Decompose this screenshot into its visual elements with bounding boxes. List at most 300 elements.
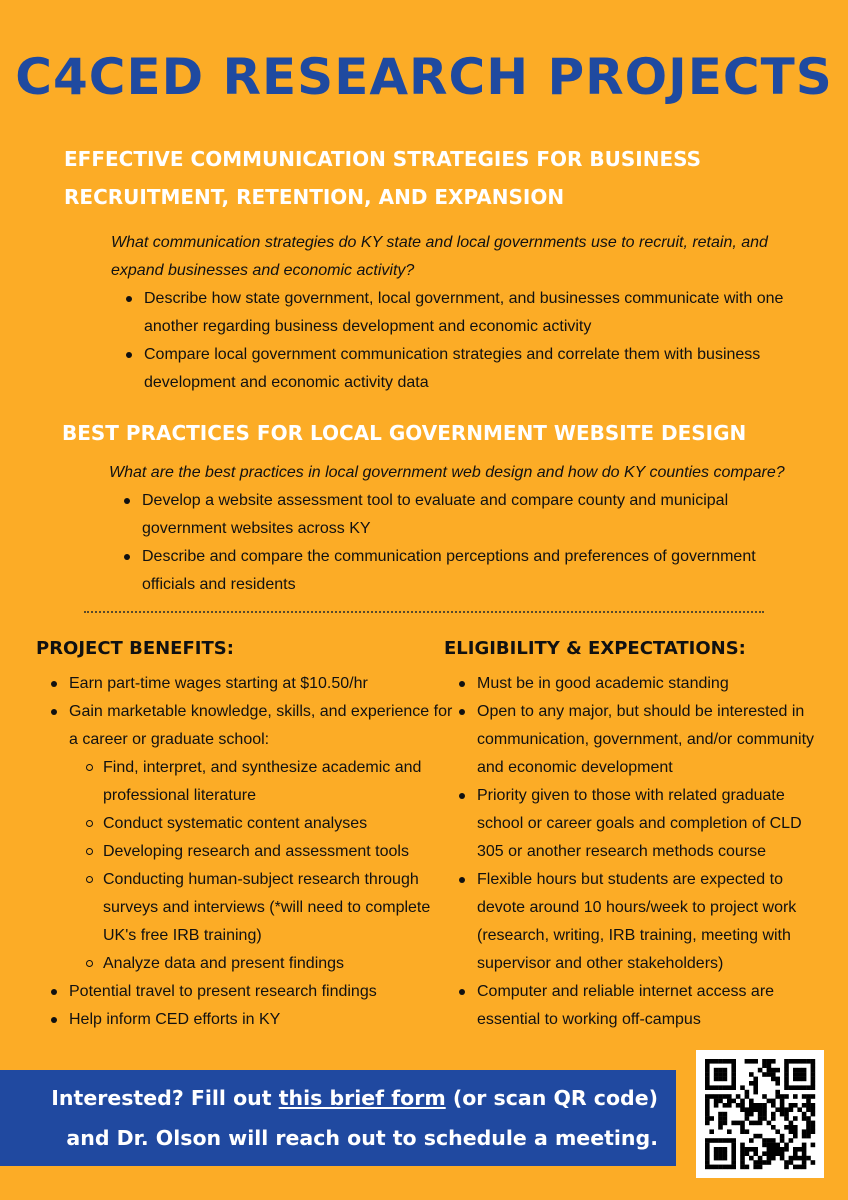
- qr-module: [789, 1121, 794, 1126]
- qr-module: [740, 1125, 745, 1130]
- qr-module: [784, 1116, 789, 1121]
- qr-module: [740, 1156, 745, 1161]
- qr-module: [762, 1143, 767, 1148]
- qr-module: [811, 1112, 816, 1117]
- qr-module: [802, 1077, 807, 1082]
- qr-module: [718, 1112, 723, 1117]
- qr-module: [753, 1085, 758, 1090]
- qr-module: [811, 1125, 816, 1130]
- qr-module: [718, 1116, 723, 1121]
- qr-module: [727, 1059, 732, 1064]
- qr-module: [802, 1129, 807, 1134]
- qr-module: [811, 1059, 816, 1064]
- qr-module: [811, 1160, 816, 1165]
- qr-module: [745, 1116, 750, 1121]
- qr-module: [802, 1151, 807, 1156]
- qr-module: [811, 1068, 816, 1073]
- cta-post: (or scan QR code): [445, 1086, 658, 1110]
- qr-module: [718, 1094, 723, 1099]
- project-1-bullets: [111, 285, 804, 397]
- qr-module: [797, 1068, 802, 1073]
- qr-module: [705, 1156, 710, 1161]
- qr-module: [793, 1059, 798, 1064]
- qr-module: [714, 1094, 719, 1099]
- qr-module: [762, 1112, 767, 1117]
- qr-module: [749, 1112, 754, 1117]
- qr-module: [784, 1063, 789, 1068]
- qr-module: [775, 1151, 780, 1156]
- qr-module: [758, 1103, 763, 1108]
- qr-module: [740, 1151, 745, 1156]
- qr-module: [771, 1072, 776, 1077]
- qr-module: [762, 1063, 767, 1068]
- qr-module: [802, 1116, 807, 1121]
- project-1-title: [64, 140, 824, 216]
- qr-module: [802, 1165, 807, 1170]
- qr-module: [723, 1116, 728, 1121]
- qr-module: [723, 1121, 728, 1126]
- qr-module: [767, 1138, 772, 1143]
- cta-line2: and Dr. Olson will reach out to schedule a meeting.: [66, 1126, 658, 1150]
- qr-module: [775, 1090, 780, 1095]
- qr-module: [802, 1112, 807, 1117]
- qr-module: [740, 1143, 745, 1148]
- qr-module: [705, 1085, 710, 1090]
- qr-module: [753, 1081, 758, 1086]
- qr-module: [727, 1085, 732, 1090]
- qr-module: [745, 1151, 750, 1156]
- project-2-question: What are the best practices in local government web design and how do KY counties compare?: [109, 464, 785, 481]
- sub-list-item: Developing research and assessment tools: [103, 838, 459, 866]
- qr-module: [714, 1138, 719, 1143]
- qr-module: [718, 1077, 723, 1082]
- qr-module: [731, 1081, 736, 1086]
- qr-module: [714, 1059, 719, 1064]
- qr-module: [811, 1063, 816, 1068]
- qr-module: [758, 1112, 763, 1117]
- qr-module: [749, 1059, 754, 1064]
- qr-module: [797, 1077, 802, 1082]
- qr-module: [793, 1068, 798, 1073]
- list-item: Describe how state government, local government, and businesses communicate with one another regarding business development and economic activity: [144, 285, 804, 341]
- cta-line1: [51, 1078, 658, 1118]
- qr-module: [762, 1107, 767, 1112]
- list-item: Help inform CED efforts in KY: [69, 1006, 459, 1034]
- cta-banner: [0, 1070, 676, 1166]
- qr-module: [802, 1156, 807, 1161]
- qr-module: [780, 1112, 785, 1117]
- qr-module: [705, 1112, 710, 1117]
- qr-module: [775, 1147, 780, 1152]
- list-item: Compare local government communication strategies and correlate them with business development and economic activity data: [144, 341, 804, 397]
- qr-module: [714, 1103, 719, 1108]
- qr-module: [723, 1138, 728, 1143]
- project-1-question: What communication strategies do KY state and local governments use to recruit, retain, and expand businesses and economic activity?: [111, 234, 768, 279]
- qr-module: [705, 1121, 710, 1126]
- qr-module: [762, 1116, 767, 1121]
- qr-module: [802, 1059, 807, 1064]
- qr-module: [767, 1072, 772, 1077]
- qr-module: [793, 1116, 798, 1121]
- qr-module: [745, 1129, 750, 1134]
- qr-module: [723, 1077, 728, 1082]
- qr-module: [709, 1165, 714, 1170]
- qr-module: [793, 1156, 798, 1161]
- qr-module: [793, 1147, 798, 1152]
- qr-module: [780, 1134, 785, 1139]
- qr-module: [789, 1107, 794, 1112]
- qr-module: [718, 1068, 723, 1073]
- qr-module: [705, 1147, 710, 1152]
- qr-module: [780, 1094, 785, 1099]
- qr-module: [802, 1143, 807, 1148]
- qr-module: [753, 1160, 758, 1165]
- qr-module: [775, 1094, 780, 1099]
- qr-module: [771, 1068, 776, 1073]
- qr-module: [780, 1147, 785, 1152]
- qr-module: [709, 1129, 714, 1134]
- qr-module: [784, 1081, 789, 1086]
- qr-module: [705, 1151, 710, 1156]
- qr-module: [797, 1156, 802, 1161]
- qr-module: [705, 1116, 710, 1121]
- qr-module: [714, 1072, 719, 1077]
- qr-module: [731, 1160, 736, 1165]
- qr-module: [758, 1068, 763, 1073]
- qr-module: [731, 1072, 736, 1077]
- qr-module: [784, 1059, 789, 1064]
- qr-module: [740, 1107, 745, 1112]
- qr-module: [771, 1112, 776, 1117]
- qr-module: [762, 1103, 767, 1108]
- qr-code-icon[interactable]: [696, 1050, 824, 1178]
- qr-module: [767, 1099, 772, 1104]
- list-item-text: Gain marketable knowledge, skills, and experience for a career or graduate school:: [69, 703, 453, 748]
- brief-form-link[interactable]: this brief form: [278, 1086, 446, 1110]
- qr-module: [793, 1094, 798, 1099]
- qr-module: [718, 1138, 723, 1143]
- qr-module: [749, 1107, 754, 1112]
- qr-module: [718, 1156, 723, 1161]
- qr-module: [736, 1121, 741, 1126]
- qr-module: [806, 1094, 811, 1099]
- qr-module: [780, 1099, 785, 1104]
- qr-module: [802, 1160, 807, 1165]
- qr-module: [709, 1116, 714, 1121]
- qr-module: [723, 1151, 728, 1156]
- qr-module: [727, 1165, 732, 1170]
- qr-module: [714, 1085, 719, 1090]
- qr-module: [771, 1077, 776, 1082]
- qr-module: [705, 1059, 710, 1064]
- sub-list-item: Find, interpret, and synthesize academic and professional literature: [103, 754, 459, 810]
- qr-module: [731, 1059, 736, 1064]
- qr-module: [705, 1143, 710, 1148]
- qr-code-graphic: [696, 1050, 824, 1178]
- project-2-bullets: [109, 487, 792, 599]
- qr-module: [793, 1072, 798, 1077]
- qr-module: [784, 1125, 789, 1130]
- qr-module: [797, 1085, 802, 1090]
- qr-module: [780, 1107, 785, 1112]
- project-2-title: BEST PRACTICES FOR LOCAL GOVERNMENT WEBSITE DESIGN: [62, 421, 747, 445]
- qr-module: [749, 1156, 754, 1161]
- qr-module: [749, 1081, 754, 1086]
- qr-module: [789, 1138, 794, 1143]
- qr-module: [762, 1094, 767, 1099]
- qr-module: [797, 1107, 802, 1112]
- qr-module: [811, 1121, 816, 1126]
- qr-module: [740, 1099, 745, 1104]
- qr-module: [740, 1160, 745, 1165]
- qr-module: [705, 1138, 710, 1143]
- qr-module: [762, 1151, 767, 1156]
- qr-module: [784, 1085, 789, 1090]
- qr-module: [727, 1103, 732, 1108]
- qr-module: [793, 1077, 798, 1082]
- qr-module: [771, 1099, 776, 1104]
- qr-module: [806, 1116, 811, 1121]
- qr-module: [789, 1156, 794, 1161]
- qr-module: [709, 1085, 714, 1090]
- qr-module: [723, 1156, 728, 1161]
- list-item: [69, 698, 459, 978]
- qr-module: [811, 1077, 816, 1082]
- qr-module: [753, 1107, 758, 1112]
- qr-module: [745, 1094, 750, 1099]
- qr-module: [806, 1059, 811, 1064]
- qr-module: [753, 1147, 758, 1152]
- qr-module: [762, 1059, 767, 1064]
- qr-module: [767, 1068, 772, 1073]
- cta-text: [51, 1078, 658, 1158]
- qr-module: [727, 1099, 732, 1104]
- list-item: Potential travel to present research findings: [69, 978, 459, 1006]
- qr-module: [771, 1125, 776, 1130]
- eligibility-heading: ELIGIBILITY & EXPECTATIONS:: [444, 638, 746, 659]
- qr-module: [806, 1099, 811, 1104]
- qr-module: [749, 1121, 754, 1126]
- benefits-list: [36, 670, 459, 1034]
- qr-module: [745, 1059, 750, 1064]
- qr-module: [780, 1138, 785, 1143]
- qr-module: [767, 1160, 772, 1165]
- qr-module: [767, 1063, 772, 1068]
- qr-module: [731, 1068, 736, 1073]
- qr-module: [811, 1107, 816, 1112]
- qr-module: [714, 1156, 719, 1161]
- qr-module: [762, 1072, 767, 1077]
- qr-module: [723, 1085, 728, 1090]
- qr-module: [806, 1156, 811, 1161]
- qr-module: [705, 1099, 710, 1104]
- qr-module: [767, 1059, 772, 1064]
- qr-module: [731, 1099, 736, 1104]
- qr-module: [753, 1090, 758, 1095]
- qr-module: [793, 1129, 798, 1134]
- qr-module: [745, 1112, 750, 1117]
- qr-module: [723, 1103, 728, 1108]
- qr-module: [758, 1156, 763, 1161]
- qr-module: [789, 1129, 794, 1134]
- list-item: Flexible hours but students are expected to devote around 10 hours/week to project work (research, writing, IRB training, meeting with supervisor and other stakeholders): [477, 866, 827, 978]
- qr-module: [806, 1125, 811, 1130]
- qr-module: [705, 1081, 710, 1086]
- qr-module: [793, 1085, 798, 1090]
- qr-module: [775, 1107, 780, 1112]
- qr-module: [797, 1059, 802, 1064]
- qr-module: [745, 1165, 750, 1170]
- qr-module: [797, 1165, 802, 1170]
- qr-module: [709, 1059, 714, 1064]
- qr-module: [727, 1129, 732, 1134]
- qr-module: [714, 1147, 719, 1152]
- qr-module: [762, 1160, 767, 1165]
- qr-module: [767, 1147, 772, 1152]
- qr-module: [793, 1165, 798, 1170]
- qr-module: [718, 1072, 723, 1077]
- qr-module: [793, 1103, 798, 1108]
- qr-module: [753, 1134, 758, 1139]
- qr-module: [749, 1103, 754, 1108]
- qr-module: [705, 1160, 710, 1165]
- qr-module: [771, 1143, 776, 1148]
- qr-module: [705, 1072, 710, 1077]
- qr-module: [718, 1151, 723, 1156]
- qr-module: [771, 1151, 776, 1156]
- qr-module: [736, 1094, 741, 1099]
- qr-module: [723, 1072, 728, 1077]
- qr-module: [705, 1063, 710, 1068]
- qr-module: [771, 1059, 776, 1064]
- qr-module: [802, 1094, 807, 1099]
- qr-module: [758, 1116, 763, 1121]
- skills-sublist: [69, 754, 459, 978]
- qr-module: [802, 1085, 807, 1090]
- qr-module: [758, 1165, 763, 1170]
- qr-module: [731, 1121, 736, 1126]
- qr-module: [714, 1165, 719, 1170]
- qr-module: [718, 1165, 723, 1170]
- qr-module: [723, 1112, 728, 1117]
- qr-module: [762, 1138, 767, 1143]
- qr-module: [784, 1143, 789, 1148]
- qr-module: [811, 1129, 816, 1134]
- qr-module: [731, 1156, 736, 1161]
- qr-module: [753, 1121, 758, 1126]
- qr-module: [753, 1059, 758, 1064]
- qr-module: [767, 1121, 772, 1126]
- qr-module: [784, 1094, 789, 1099]
- qr-module: [714, 1099, 719, 1104]
- qr-module: [749, 1138, 754, 1143]
- qr-module: [767, 1156, 772, 1161]
- qr-module: [789, 1059, 794, 1064]
- qr-module: [718, 1125, 723, 1130]
- qr-module: [723, 1094, 728, 1099]
- qr-module: [731, 1147, 736, 1152]
- qr-module: [714, 1068, 719, 1073]
- qr-module: [793, 1125, 798, 1130]
- qr-module: [753, 1103, 758, 1108]
- qr-module: [731, 1063, 736, 1068]
- qr-module: [723, 1147, 728, 1152]
- qr-module: [806, 1103, 811, 1108]
- qr-module: [797, 1147, 802, 1152]
- qr-module: [811, 1081, 816, 1086]
- qr-module: [736, 1103, 741, 1108]
- page-title: C4CED RESEARCH PROJECTS: [15, 48, 833, 106]
- qr-module: [780, 1103, 785, 1108]
- qr-module: [749, 1147, 754, 1152]
- qr-module: [771, 1103, 776, 1108]
- qr-module: [802, 1134, 807, 1139]
- qr-module: [806, 1121, 811, 1126]
- qr-module: [749, 1099, 754, 1104]
- qr-module: [806, 1107, 811, 1112]
- qr-module: [709, 1094, 714, 1099]
- qr-module: [775, 1143, 780, 1148]
- qr-module: [740, 1103, 745, 1108]
- qr-module: [793, 1134, 798, 1139]
- qr-module: [775, 1068, 780, 1073]
- qr-module: [775, 1081, 780, 1086]
- benefits-heading: PROJECT BENEFITS:: [36, 638, 234, 659]
- sub-list-item: Conduct systematic content analyses: [103, 810, 459, 838]
- project-1-title-line2: RECRUITMENT, RETENTION, AND EXPANSION: [64, 185, 565, 209]
- qr-module: [802, 1072, 807, 1077]
- qr-module: [775, 1077, 780, 1082]
- section-divider: [84, 611, 764, 613]
- qr-module: [705, 1068, 710, 1073]
- qr-module: [718, 1085, 723, 1090]
- qr-module: [771, 1116, 776, 1121]
- list-item: Open to any major, but should be interested in communication, government, and/or community and economic development: [477, 698, 827, 782]
- qr-module: [758, 1107, 763, 1112]
- project-1-title-line1: EFFECTIVE COMMUNICATION STRATEGIES FOR BUSINESS: [64, 147, 702, 171]
- qr-module: [758, 1160, 763, 1165]
- qr-module: [806, 1129, 811, 1134]
- list-item: Must be in good academic standing: [477, 670, 827, 698]
- qr-module: [723, 1068, 728, 1073]
- qr-module: [745, 1090, 750, 1095]
- qr-module: [789, 1160, 794, 1165]
- qr-module: [767, 1151, 772, 1156]
- qr-module: [727, 1138, 732, 1143]
- qr-module: [784, 1072, 789, 1077]
- qr-module: [758, 1121, 763, 1126]
- qr-module: [784, 1112, 789, 1117]
- qr-module: [705, 1107, 710, 1112]
- qr-module: [789, 1103, 794, 1108]
- list-item: Earn part-time wages starting at $10.50/hr: [69, 670, 459, 698]
- qr-module: [780, 1156, 785, 1161]
- qr-module: [811, 1103, 816, 1108]
- qr-module: [705, 1165, 710, 1170]
- qr-module: [705, 1103, 710, 1108]
- qr-module: [806, 1085, 811, 1090]
- sub-list-item: Analyze data and present findings: [103, 950, 459, 978]
- qr-module: [740, 1121, 745, 1126]
- qr-module: [797, 1072, 802, 1077]
- list-item: Computer and reliable internet access are essential to working off-campus: [477, 978, 827, 1034]
- qr-module: [731, 1143, 736, 1148]
- qr-module: [718, 1121, 723, 1126]
- qr-module: [789, 1125, 794, 1130]
- qr-module: [784, 1068, 789, 1073]
- list-item: Describe and compare the communication perceptions and preferences of government officials and residents: [142, 543, 792, 599]
- qr-module: [723, 1165, 728, 1170]
